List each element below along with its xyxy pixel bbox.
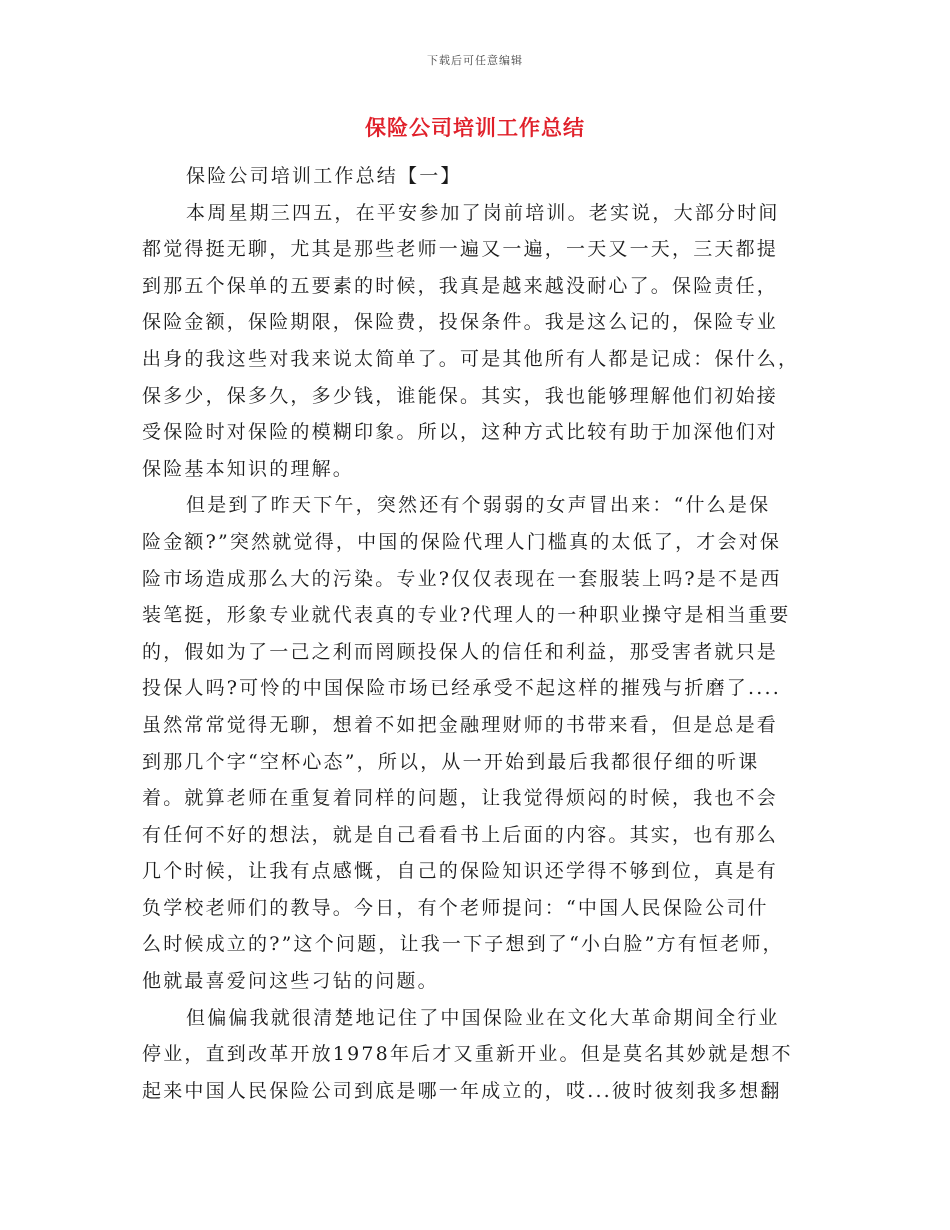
text-line: 保险公司培训工作总结【一】 — [186, 165, 462, 187]
text-line: 有任何不好的想法，就是自己看看书上后面的内容。其实，也有那么 — [142, 823, 779, 846]
text-line: 险金额?”突然就觉得，中国的保险代理人门槛真的太低了，才会对保 — [142, 530, 782, 553]
text-line: 的，假如为了一己之利而罔顾投保人的信任和利益，那受害者就只是 — [142, 640, 779, 663]
text-line: 保险基本知识的理解。 — [142, 457, 355, 480]
text-line: 到那五个保单的五要素的时候，我真是越来越没耐心了。保险责任， — [142, 274, 779, 297]
text-line: 停业，直到改革开放1978年后才又重新开业。但是莫名其妙就是想不 — [142, 1043, 793, 1066]
text-line: 投保人吗?可怜的中国保险市场已经承受不起这样的摧残与折磨了.... — [142, 677, 781, 700]
text-line: 保多少，保多久，多少钱，谁能保。其实，我也能够理解他们初始接 — [142, 384, 779, 407]
header-note: 下载后可任意编辑 — [427, 54, 523, 67]
text-line: 到那几个字“空杯心态”，所以，从一开始到最后我都很仔细的听课 — [142, 750, 760, 773]
text-line: 出身的我这些对我来说太简单了。可是其他所有人都是记成：保什么， — [142, 347, 800, 370]
document-body — [142, 158, 814, 1109]
text-line: 起来中国人民保险公司到底是哪一年成立的，哎...彼时彼刻我多想翻 — [142, 1079, 782, 1102]
text-line: 么时候成立的?”这个问题，让我一下子想到了“小白脸”方有恒老师， — [142, 933, 784, 956]
text-line: 都觉得挺无聊，尤其是那些老师一遍又一遍，一天又一天，三天都提 — [142, 238, 779, 261]
text-line: 险市场造成那么大的污染。专业?仅仅表现在一套服装上吗?是不是西 — [142, 567, 782, 590]
text-line: 虽然常常觉得无聊，想着不如把金融理财师的书带来看，但是总是看 — [142, 713, 779, 736]
text-line: 负学校老师们的教导。今日，有个老师提问：“中国人民保险公司什 — [142, 896, 769, 919]
text-line: 但偏偏我就很清楚地记住了中国保险业在文化大革命期间全行业 — [186, 1006, 780, 1029]
text-line: 但是到了昨天下午，突然还有个弱弱的女声冒出来：“什么是保 — [186, 494, 771, 517]
text-line: 受保险时对保险的模糊印象。所以，这种方式比较有助于加深他们对 — [142, 421, 779, 444]
text-line: 他就最喜爱问这些刁钻的问题。 — [142, 970, 439, 993]
text-line: 着。就算老师在重复着同样的问题，让我觉得烦闷的时候，我也不会 — [142, 787, 779, 810]
text-line: 保险金额，保险期限，保险费，投保条件。我是这么记的，保险专业 — [142, 311, 779, 334]
text-line: 几个时候，让我有点感慨，自己的保险知识还学得不够到位，真是有 — [142, 860, 779, 883]
text-line: 本周星期三四五，在平安参加了岗前培训。老实说，大部分时间 — [186, 201, 780, 224]
document-title: 保险公司培训工作总结 — [365, 116, 585, 140]
text-line: 装笔挺，形象专业就代表真的专业?代理人的一种职业操守是相当重要 — [142, 604, 791, 627]
